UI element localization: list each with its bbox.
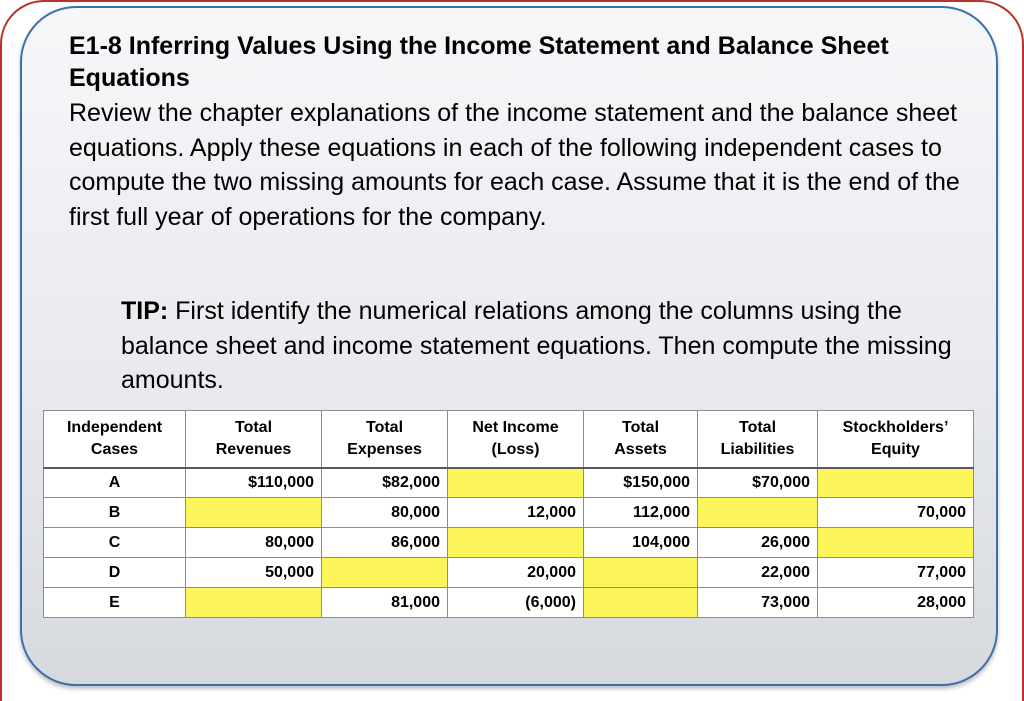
cell-revenues: $110,000 [186,468,322,498]
header-total-revenues: Total Revenues [186,411,322,468]
cell-equity: 70,000 [818,498,974,528]
exercise-instructions: Review the chapter explanations of the income statement and the balance sheet equations. Apply these equations in each of the following independent cases to compute the two missing amounts for each case. Assume that it is the end of the first full year of operations for the company. [69,99,960,231]
table-row [44,588,974,618]
cell-equity: 28,000 [818,588,974,618]
cell-equity: 77,000 [818,558,974,588]
cell-expenses-missing [322,558,448,588]
header-stockholders-equity: Stockholders’ Equity [818,411,974,468]
cell-equity-missing [818,468,974,498]
header-total-assets: Total Assets [584,411,698,468]
cell-liabilities: 73,000 [698,588,818,618]
cell-liabilities: 26,000 [698,528,818,558]
cell-net-income: (6,000) [448,588,584,618]
table-header-row [44,411,974,468]
cell-revenues-missing [186,498,322,528]
header-net-income: Net Income (Loss) [448,411,584,468]
cell-case: E [44,588,186,618]
header-total-expenses: Total Expenses [322,411,448,468]
table-row [44,528,974,558]
cell-liabilities: 22,000 [698,558,818,588]
cases-table [43,410,974,618]
cell-assets-missing [584,558,698,588]
cell-net-income: 12,000 [448,498,584,528]
tip-paragraph [121,294,981,398]
cell-liabilities-missing [698,498,818,528]
cell-liabilities: $70,000 [698,468,818,498]
cell-case: D [44,558,186,588]
cell-case: B [44,498,186,528]
tip-text: First identify the numerical relations among the columns using the balance sheet and income statement equations. Then compute the missing amounts. [121,297,952,394]
cell-expenses: 86,000 [322,528,448,558]
cell-case: C [44,528,186,558]
cell-revenues: 50,000 [186,558,322,588]
cell-net-income: 20,000 [448,558,584,588]
exercise-title: E1-8 Inferring Values Using the Income Statement and Balance Sheet Equations [69,32,889,92]
cell-assets: $150,000 [584,468,698,498]
cell-net-income-missing [448,528,584,558]
table-row [44,558,974,588]
table-row [44,498,974,528]
table-row [44,468,974,498]
cell-expenses: $82,000 [322,468,448,498]
cell-assets: 112,000 [584,498,698,528]
tip-label: TIP: [121,297,169,325]
cell-case: A [44,468,186,498]
header-independent-cases: Independent Cases [44,411,186,468]
cell-expenses: 80,000 [322,498,448,528]
cell-expenses: 81,000 [322,588,448,618]
header-total-liabilities: Total Liabilities [698,411,818,468]
cell-revenues: 80,000 [186,528,322,558]
cell-net-income-missing [448,468,584,498]
cell-equity-missing [818,528,974,558]
cell-revenues-missing [186,588,322,618]
cell-assets-missing [584,588,698,618]
cell-assets: 104,000 [584,528,698,558]
